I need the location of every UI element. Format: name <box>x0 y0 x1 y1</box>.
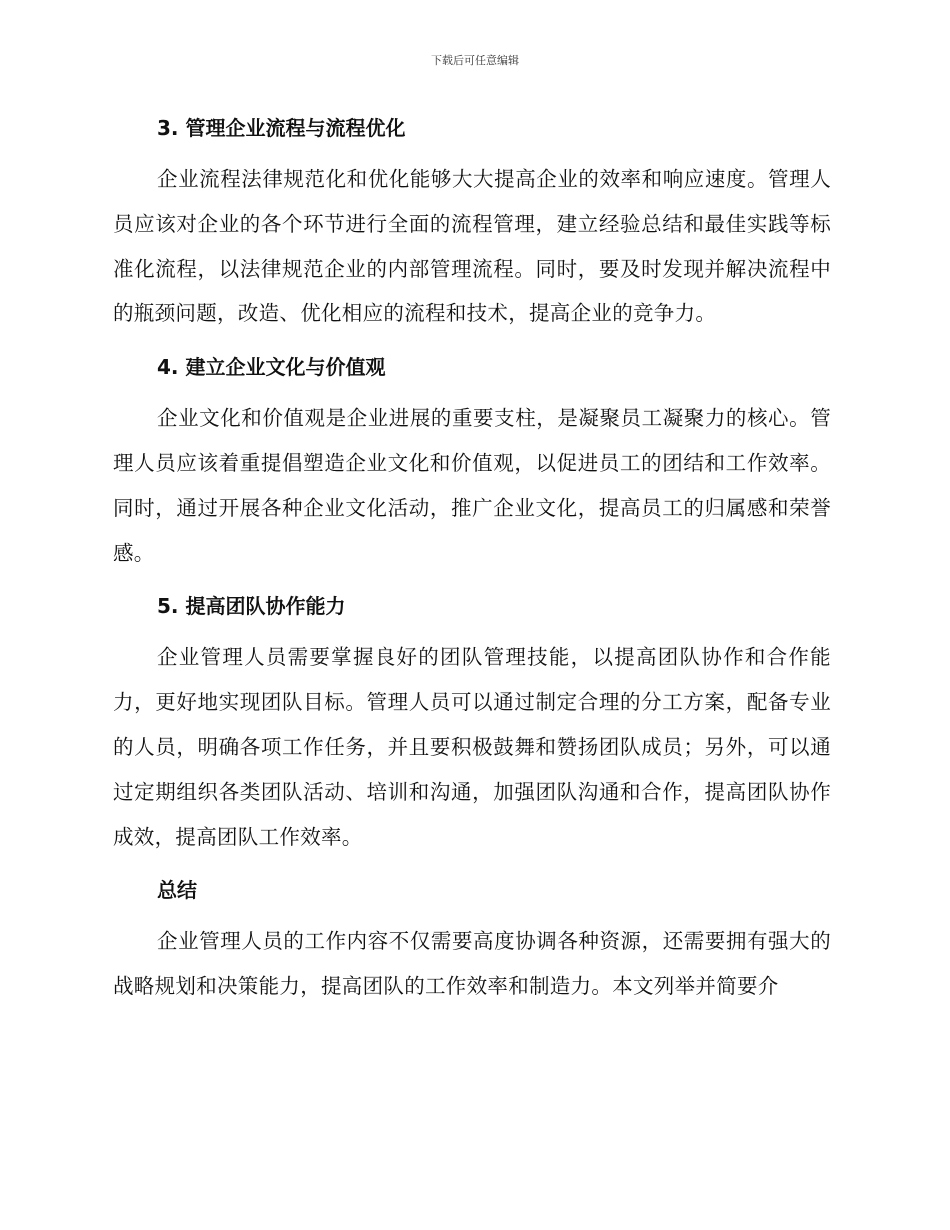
section-heading: 3. 管理企业流程与流程优化 <box>157 116 406 140</box>
section-paragraph: 企业管理人员的工作内容不仅需要高度协调各种资源，还需要拥有强大的战略规划和决策能力，提高团队的工作效率和制造力。本文列举并简要介 <box>113 929 831 999</box>
section-heading: 5. 提高团队协作能力 <box>157 594 346 619</box>
document-body <box>113 113 831 1009</box>
section-paragraph: 企业文化和价值观是企业进展的重要支柱，是凝聚员工凝聚力的核心。管理人员应该着重提倡塑造企业文化和价值观，以促进员工的团结和工作效率。同时，通过开展各种企业文化活动，推广企业文化，提高员工的归属感和荣誉感。 <box>113 406 831 565</box>
page-header-note: 下载后可任意编辑 <box>431 54 519 67</box>
section-paragraph: 企业管理人员需要掌握良好的团队管理技能，以提高团队协作和合作能力，更好地实现团队目标。管理人员可以通过制定合理的分工方案，配备专业的人员，明确各项工作任务，并且要积极鼓舞和赞扬团队成员；另外，可以通过定期组织各类团队活动、培训和沟通，加强团队沟通和合作，提高团队协作成效，提高团队工作效率。 <box>113 645 831 849</box>
section-corporate-culture <box>113 352 831 575</box>
section-team-collaboration <box>113 591 831 859</box>
section-summary <box>113 875 831 1009</box>
section-paragraph: 企业流程法律规范化和优化能够大大提高企业的效率和响应速度。管理人员应该对企业的各个环节进行全面的流程管理，建立经验总结和最佳实践等标准化流程，以法律规范企业的内部管理流程。同时，要及时发现并解决流程中的瓶颈问题，改造、优化相应的流程和技术，提高企业的竞争力。 <box>113 167 831 326</box>
section-process-optimization <box>113 113 831 336</box>
section-heading: 4. 建立企业文化与价值观 <box>157 355 386 380</box>
section-heading: 总结 <box>157 878 197 903</box>
